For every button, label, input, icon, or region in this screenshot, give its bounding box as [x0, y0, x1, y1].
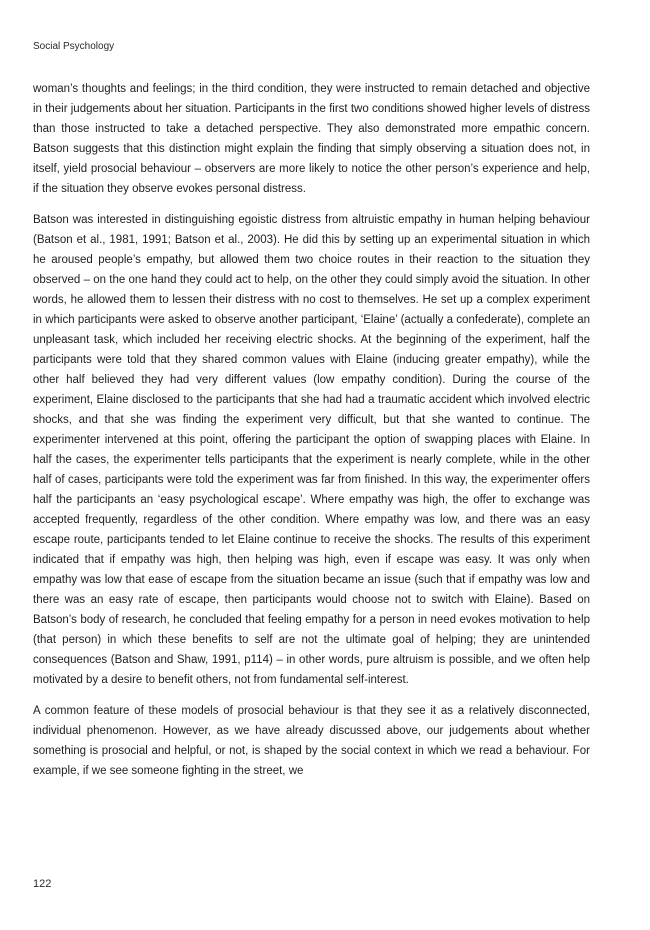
page-number: 122 — [33, 878, 52, 890]
paragraph-1: woman’s thoughts and feelings; in the third condition, they were instructed to remain detached and objective in their judgements about her situation. Participants in the first two conditions showed higher levels of distress than those instructed to take a detached perspective. They also demonstrated more empathic concern. Batson suggests that this distinction might explain the finding that simply observing a situation does not, in itself, yield prosocial behaviour – observers are more likely to notice the other person’s experience and help, if the situation they observe evokes personal distress. — [33, 83, 590, 195]
body-text — [33, 79, 590, 792]
paragraph-3: A common feature of these models of prosocial behaviour is that they see it as a relatively disconnected, individual phenomenon. However, as we have already discussed above, our judgements about whether something is prosocial and helpful, or not, is shaped by the social context in which we read a behaviour. For example, if we see someone fighting in the street, we — [33, 705, 590, 777]
running-header: Social Psychology — [33, 41, 115, 52]
paragraph-2: Batson was interested in distinguishing egoistic distress from altruistic empathy in human helping behaviour (Batson et al., 1981, 1991; Batson et al., 2003). He did this by setting up an experimental situation in which he aroused people’s empathy, but allowed them two choice routes in their reaction to the situation they observed – on the one hand they could act to help, on the other they could simply avoid the situation. In other words, he allowed them to lessen their distress with no cost to themselves. He set up a complex experiment in which participants were asked to observe another participant, ‘Elaine’ (actually a confederate), complete an unpleasant task, which included her receiving electric shocks. At the beginning of the experiment, half the participants were told that they shared common values with Elaine (inducing greater empathy), while the other half believed they had very different values (low empathy condition). During the course of the experiment, Elaine disclosed to the participants that she had had a traumatic accident which involved electric shocks, and that she was finding the experiment very difficult, but that she wanted to continue. The experimenter intervened at this point, offering the participant the option of swapping places with Elaine. In half the cases, the experimenter tells participants that the experiment is nearly complete, while in the other half of cases, participants were told the experiment was far from finished. In this way, the experimenter offers half the participants an ‘easy psychological escape’. Where empathy was high, the offer to exchange was accepted frequently, regardless of the other condition. Where empathy was low, and there was an easy escape route, participants tended to let Elaine continue to receive the shocks. The results of this experiment indicated that if empathy was high, then helping was high, even if escape was easy. It was only when empathy was low that ease of escape from the situation became an issue (such that if empathy was low and there was an easy rate of escape, then participants would choose not to switch with Elaine). Based on Batson’s body of research, he concluded that feeling empathy for a person in need evokes motivation to help (that person) in which these benefits to self are not the ultimate goal of helping; they are unintended consequences (Batson and Shaw, 1991, p114) – in other words, pure altruism is possible, and we often help motivated by a desire to benefit others, not from fundamental self-interest. — [33, 214, 590, 686]
